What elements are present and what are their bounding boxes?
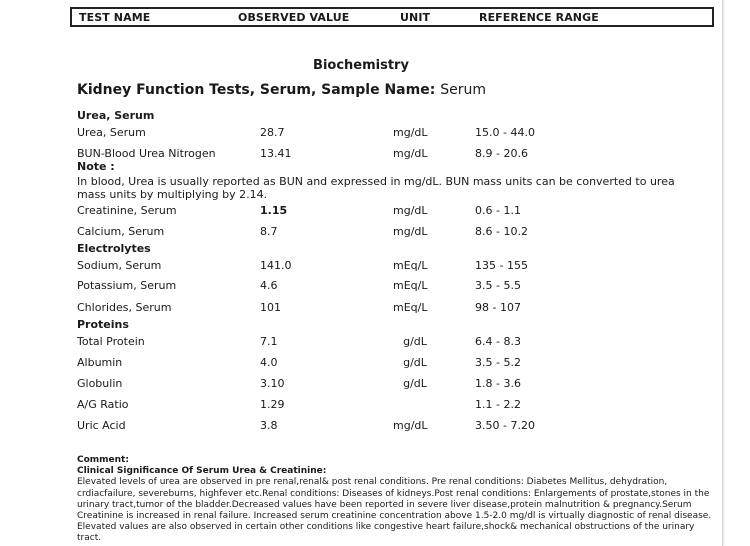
row-unit: mg/dL (393, 126, 428, 139)
row-range: 15.0 - 44.0 (475, 126, 535, 139)
row-unit: mEq/L (393, 301, 428, 314)
row-unit: g/dL (403, 335, 427, 348)
row-value: 101 (260, 301, 281, 314)
row-unit: g/dL (403, 377, 427, 390)
panel-title (77, 82, 486, 98)
row-range: 1.8 - 3.6 (475, 377, 521, 390)
row-value: 141.0 (260, 259, 292, 272)
row-name: Albumin (77, 356, 123, 369)
row-range: 3.5 - 5.2 (475, 356, 521, 369)
row-range: 8.6 - 10.2 (475, 225, 528, 238)
row-unit: mEq/L (393, 279, 428, 292)
row-name: Creatinine, Serum (77, 204, 177, 217)
row-value: 13.41 (260, 147, 292, 160)
group-heading-urea: Urea, Serum (77, 109, 155, 122)
row-range: 8.9 - 20.6 (475, 147, 528, 160)
row-value: 4.6 (260, 279, 278, 292)
row-value: 3.8 (260, 419, 278, 432)
row-range: 0.6 - 1.1 (475, 204, 521, 217)
row-name: Chlorides, Serum (77, 301, 172, 314)
row-unit: mg/dL (393, 225, 428, 238)
section-title: Biochemistry (313, 58, 409, 73)
row-unit: mg/dL (393, 419, 428, 432)
row-name: Uric Acid (77, 419, 126, 432)
row-value: 28.7 (260, 126, 285, 139)
row-range: 6.4 - 8.3 (475, 335, 521, 348)
row-value: 7.1 (260, 335, 278, 348)
note-label: Note : (77, 160, 115, 173)
row-range: 3.50 - 7.20 (475, 419, 535, 432)
row-name: Potassium, Serum (77, 279, 177, 292)
row-range: 3.5 - 5.5 (475, 279, 521, 292)
row-range: 135 - 155 (475, 259, 528, 272)
row-name: Sodium, Serum (77, 259, 162, 272)
comment-label: Comment: (77, 455, 129, 465)
header-unit: UNIT (400, 11, 431, 24)
row-range: 98 - 107 (475, 301, 521, 314)
row-value: 1.29 (260, 398, 285, 411)
row-range: 1.1 - 2.2 (475, 398, 521, 411)
header-test-name: TEST NAME (79, 11, 151, 24)
row-name: Total Protein (77, 335, 145, 348)
panel-title-sample: Serum (440, 82, 486, 98)
note-text: In blood, Urea is usually reported as BUN and expressed in mg/dL. BUN mass units can be converted to urea mass units by multiplying by 2.14. (77, 175, 675, 201)
row-value-abnormal: 1.15 (260, 204, 288, 217)
header-observed-value: OBSERVED VALUE (238, 11, 350, 24)
row-unit: mEq/L (393, 259, 428, 272)
results-table-header (70, 7, 714, 27)
header-reference-range: REFERENCE RANGE (479, 11, 599, 24)
row-value: 3.10 (260, 377, 285, 390)
row-unit: mg/dL (393, 147, 428, 160)
comment-text: Elevated levels of urea are observed in pre renal,renal& post renal conditions. Pre renal conditions: Diabetes Mellitus, dehydration, crdiacfailure, severeburns, highfever etc.Renal conditions: Diseases of kidneys.Post renal conditions: Enlargements of prostate,stones in the urinary tract,tumor of the bladder.Decreased values have been reported in severe liver disease,protein malnutrition & pregnancy.Serum Creatinine is increased in renal failure. Increased serum creatinine concentration above 1.5-2.0 mg/dl is virtually diagnostic of renal disease. Elevated values are also observed in certain other conditions like congestive heart failure,shock& mechanical obstructions of the urinary tract. (77, 477, 712, 544)
row-name: Calcium, Serum (77, 225, 165, 238)
row-value: 4.0 (260, 356, 278, 369)
row-unit: g/dL (403, 356, 427, 369)
row-name: BUN-Blood Urea Nitrogen (77, 147, 216, 160)
row-name: Globulin (77, 377, 123, 390)
comment-heading: Clinical Significance Of Serum Urea & Creatinine: (77, 466, 327, 477)
row-unit: mg/dL (393, 204, 428, 217)
panel-title-bold: Kidney Function Tests, Serum, Sample Name: (77, 82, 436, 98)
group-heading-electrolytes: Electrolytes (77, 242, 151, 255)
clinical-comment (77, 455, 717, 545)
group-heading-proteins: Proteins (77, 318, 129, 331)
row-name: A/G Ratio (77, 398, 129, 411)
row-value: 8.7 (260, 225, 278, 238)
row-name: Urea, Serum (77, 126, 146, 139)
